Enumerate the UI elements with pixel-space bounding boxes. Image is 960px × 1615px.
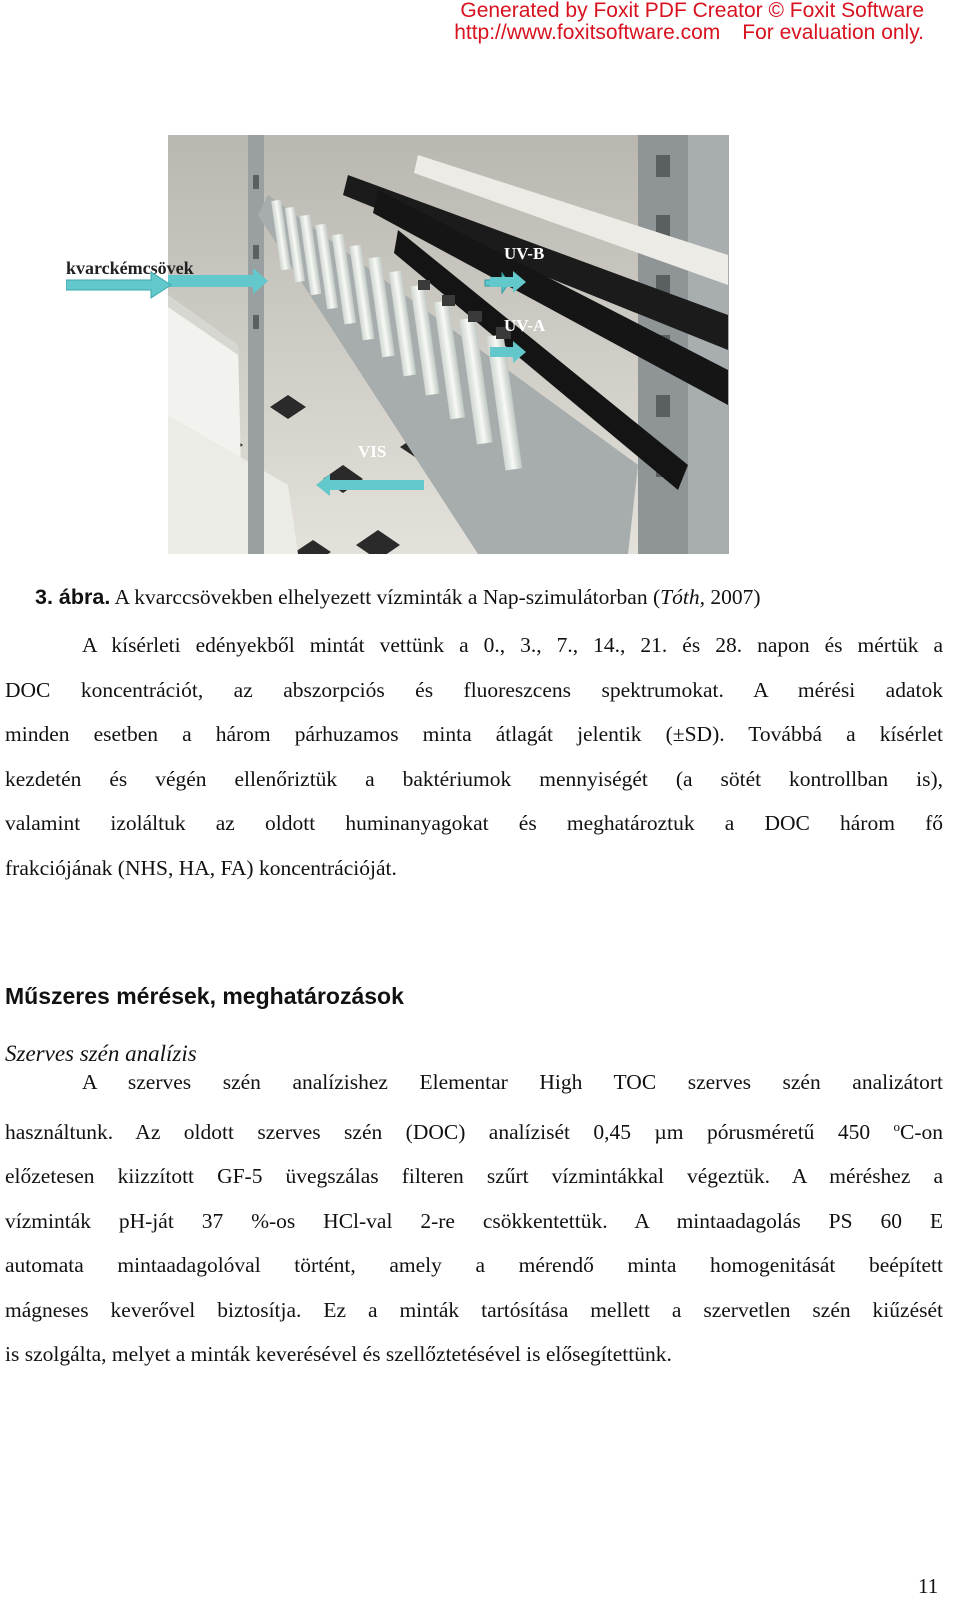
watermark-line1: Generated by Foxit PDF Creator © Foxit Software bbox=[460, 0, 924, 22]
tubes-arrow-icon bbox=[66, 270, 176, 300]
page-number: 11 bbox=[918, 1574, 939, 1598]
watermark-url[interactable]: http://www.foxitsoftware.com bbox=[454, 21, 721, 44]
p2-line-5: automata mintaadagolóval történt, amely a mérendő minta homogenitását beépített bbox=[5, 1253, 943, 1278]
tubes-label: kvarckémcsövek bbox=[66, 258, 194, 278]
section-heading: Műszeres mérések, meghatározások bbox=[5, 983, 404, 1009]
degree-sup: o bbox=[893, 1118, 900, 1134]
caption-text: A kvarccsövekben elhelyezett vízminták a Nap-szimulátorban ( bbox=[110, 585, 661, 609]
foxit-watermark bbox=[454, 0, 924, 44]
p2-line-4: vízminták pH-ját 37 %-os HCl-val 2-re csökkentettük. A mintaadagolás PS 60 E bbox=[5, 1208, 943, 1233]
caption-author: Tóth, bbox=[660, 585, 705, 609]
p2-line-7: is szolgálta, melyet a minták keverésével és szellőztetésével is elősegítettünk. bbox=[5, 1342, 672, 1367]
uva-label: UV-A bbox=[504, 316, 546, 335]
watermark-line2 bbox=[454, 22, 924, 44]
p2-line-6: mágneses keverővel biztosítja. Ez a minták tartósítása mellett a szervetlen szén kiűzését bbox=[5, 1297, 943, 1322]
p2-line-1: A szerves szén analízishez Elementar High TOC szerves szén analizátort bbox=[82, 1070, 943, 1094]
paragraph-2 bbox=[5, 1060, 943, 1377]
caption-year: 2007) bbox=[704, 585, 761, 609]
figure-caption bbox=[35, 585, 761, 610]
watermark-note: For evaluation only. bbox=[742, 21, 924, 44]
caption-number: 3. ábra. bbox=[35, 585, 111, 609]
p1-line-4: kezdetén és végén ellenőriztük a baktériumok mennyiségét (a sötét kontrollban is), bbox=[5, 766, 943, 791]
subsection-heading: Szerves szén analízis bbox=[5, 1041, 197, 1066]
figure-photo bbox=[168, 135, 729, 554]
p2-line-2-wrap bbox=[5, 1105, 943, 1155]
p2-line-3: előzetesen kiizzított GF-5 üvegszálas filteren szűrt vízmintákkal végeztük. A méréshez a bbox=[5, 1164, 943, 1189]
p1-line-1: A kísérleti edényekből mintát vettünk a 0., 3., 7., 14., 21. és 28. napon és mértük a bbox=[82, 633, 943, 657]
paragraph-1 bbox=[5, 623, 943, 890]
p1-line-2: DOC koncentrációt, az abszorpciós és fluoreszcens spektrumokat. A mérési adatok bbox=[5, 677, 943, 702]
vis-label: VIS bbox=[358, 442, 387, 461]
p2-line-2: használtunk. Az oldott szerves szén (DOC) analízisét 0,45 µm pórusméretű 450 bbox=[5, 1119, 894, 1144]
degree-after: C-on bbox=[900, 1119, 943, 1144]
p1-line-6: frakciójának (NHS, HA, FA) koncentrációját. bbox=[5, 855, 397, 880]
uvb-label: UV-B bbox=[504, 244, 545, 263]
p1-line-5: valamint izoláltuk az oldott huminanyagokat és meghatároztuk a DOC három fő bbox=[5, 811, 943, 835]
p1-line-3: minden esetben a három párhuzamos minta átlagát jelentik (±SD). Továbbá a kísérlet bbox=[5, 722, 943, 746]
